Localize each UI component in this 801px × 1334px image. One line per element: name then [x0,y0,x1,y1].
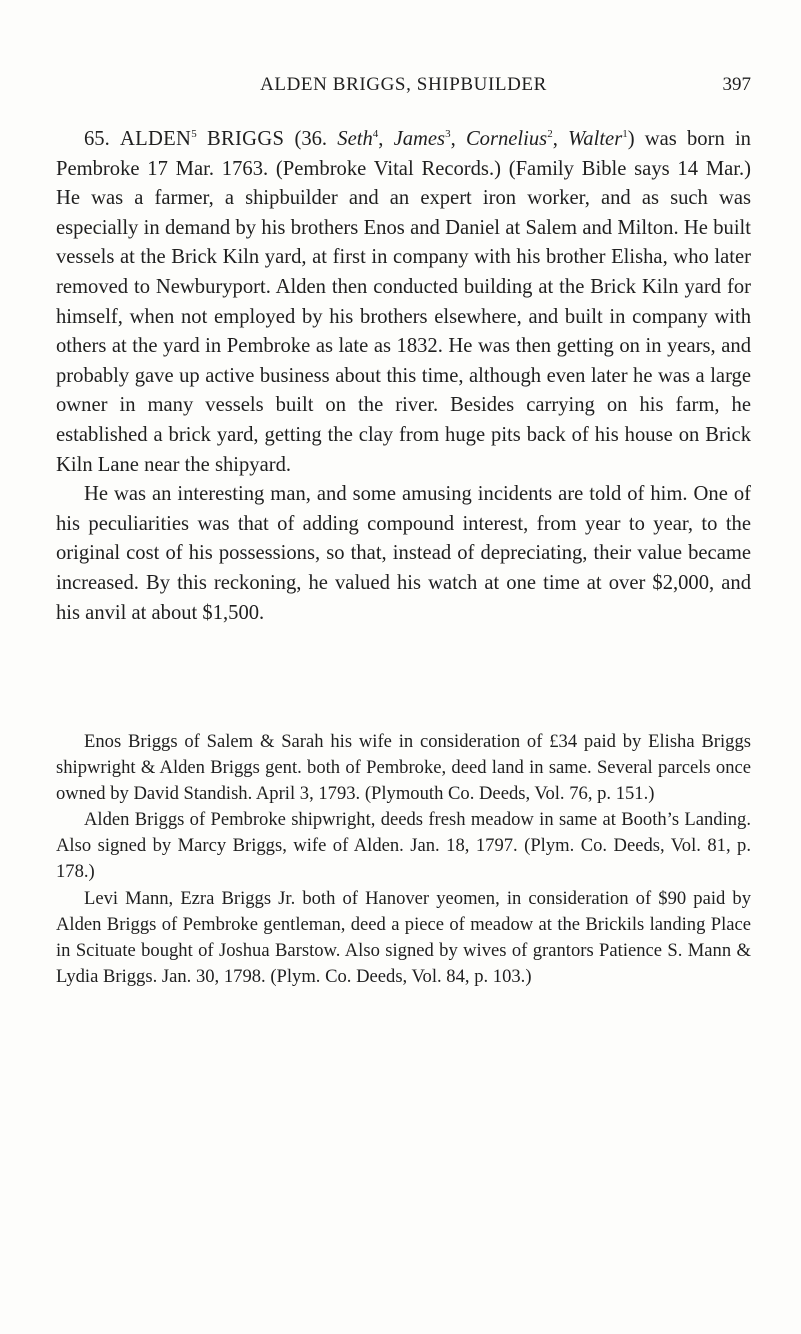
ancestor-seth: Seth [337,128,373,150]
lineage-open: (36. [294,128,328,150]
entry-name-generation: 5 [191,128,197,140]
deed-notes [56,729,751,990]
ancestor-james: James [393,128,446,150]
ancestor-walter-generation: 1 [622,128,628,140]
entry-surname: BRIGGS [206,128,285,150]
ancestor-walter: Walter [568,128,623,150]
deed-note-1: Enos Briggs of Salem & Sarah his wife in consideration of £34 paid by Elisha Briggs shipwright & Alden Briggs gent. both of Pembroke, deed land in same. Several parcels once owned by David Standish. April 3, 1793. (Plymouth Co. Deeds, Vol. 76, p. 151.) [56,731,751,805]
entry-number: 65. [84,128,110,150]
ancestor-cornelius: Cornelius [465,128,548,150]
running-title: ALDEN BRIGGS, SHIPBUILDER [260,74,547,95]
entry-body [56,125,751,628]
running-head [56,74,751,104]
entry-paragraph-1: 65. ALDEN$^5$ BRIGGS (36. Seth$^4$, James$^3$, Cornelius$^2$, Walter$^1$) was born in Pembroke 17 Mar. 1763. (Pembroke Vital Records.) (Family Bible says 14 Mar.) He was a farmer, a shipbuilder and an expert iron worker, and as such was especially in demand by his brothers Enos and Daniel at Salem and Milton. He built vessels at the Brick Kiln yard, at first in company with his brother Elisha, who later removed to Newburyport. Alden then conducted building at the Brick Kiln yard for himself, when not employed by his brothers elsewhere, and built in company with others at the yard in Pembroke as late as 1832. He was then getting on in years, and probably gave up active business about this time, although even later he was a large owner in many vessels built on the river. Besides carrying on his farm, he established a brick yard, getting the clay from huge pits back of his house on Brick Kiln Lane near the shipyard. [56,128,751,476]
entry-paragraph-1-text: ) was born in Pembroke 17 Mar. 1763. (Pembroke Vital Records.) (Family Bible says 14 Mar.) He was a farmer, a shipbuilder and an expert iron worker, and as such was especially in demand by his brothers Enos and Daniel at Salem and Milton. He built vessels at the Brick Kiln yard, at first in company with his brother Elisha, who later removed to Newburyport. Alden then conducted building at the Brick Kiln yard for himself, when not employed by his brothers elsewhere, and built in company with others at the yard in Pembroke as late as 1832. He was then getting on in years, and probably gave up active business about this time, although even later he was a large owner in many vessels built on the river. Besides carrying on his farm, he established a brick yard, getting the clay from huge pits back of his house on Brick Kiln Lane near the shipyard. [56,128,751,476]
page-number: 397 [722,74,751,95]
deed-note-3: Levi Mann, Ezra Briggs Jr. both of Hanover yeomen, in consideration of $90 paid by Alden Briggs of Pembroke gentleman, deed a piece of meadow at the Brickils landing Place in Scituate bought of Joshua Barstow. Also signed by wives of grantors Patience S. Mann & Lydia Briggs. Jan. 30, 1798. (Plym. Co. Deeds, Vol. 84, p. 103.) [56,887,751,987]
ancestor-james-generation: 3 [445,128,451,140]
ancestor-cornelius-generation: 2 [547,128,553,140]
entry-name: ALDEN [119,128,192,150]
deed-note-2: Alden Briggs of Pembroke shipwright, deeds fresh meadow in same at Booth’s Landing. Also signed by Marcy Briggs, wife of Alden. Jan. 18, 1797. (Plym. Co. Deeds, Vol. 81, p. 178.) [56,809,751,883]
entry-paragraph-2: He was an interesting man, and some amusing incidents are told of him. One of his peculiarities was that of adding compound interest, from year to year, to the original cost of his possessions, so that, instead of depreciating, their value became increased. By this reckoning, he valued his watch at one time at over $2,000, and his anvil at about $1,500. [56,483,751,624]
ancestor-seth-generation: 4 [372,128,379,140]
